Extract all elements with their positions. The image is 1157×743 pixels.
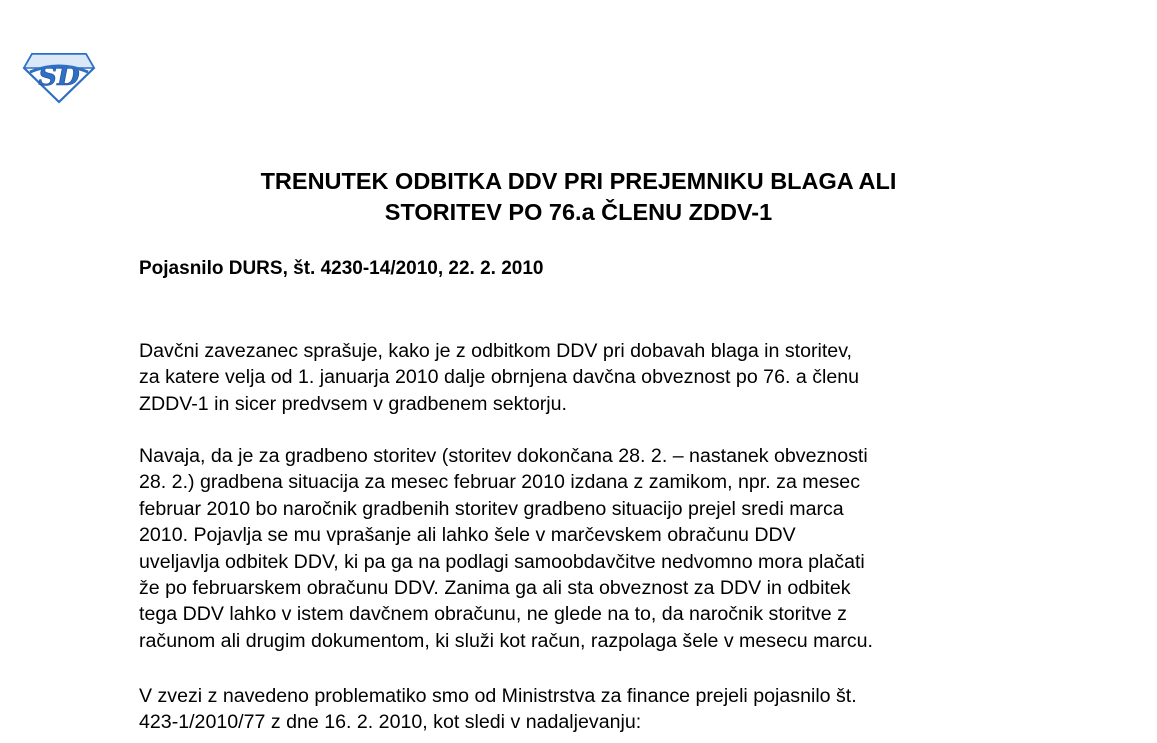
paragraph-line: tega DDV lahko v istem davčnem obračunu, ne glede na to, da naročnik storitve z [139,603,847,626]
paragraph-answer-intro [139,683,1020,736]
paragraph-question [139,338,1020,417]
paragraph-line: 28. 2.) gradbena situacija za mesec februar 2010 izdana z zamikom, npr. za mesec [139,471,860,494]
title-line-2: STORITEV PO 76.a ČLENU ZDDV-1 [384,199,773,225]
paragraph-line: Navaja, da je za gradbeno storitev (storitev dokončana 28. 2. – nastanek obveznosti [139,445,868,467]
paragraph-line: Davčni zavezanec sprašuje, kako je z odbitkom DDV pri dobavah blaga in storitev, [139,340,852,362]
paragraph-line: ZDDV-1 in sicer predvsem v gradbenem sektorju. [139,392,567,415]
document-title [120,166,1037,228]
title-line-1: TRENUTEK ODBITKA DDV PRI PREJEMNIKU BLAGA ALI [260,168,897,194]
paragraph-line: računom ali drugim dokumentom, ki služi kot račun, razpolaga šele v mesecu marcu. [139,629,873,652]
paragraph-line: 2010. Pojavlja se mu vprašanje ali lahko šele v marčevskem obračunu DDV [139,524,796,547]
document-subtitle: Pojasnilo DURS, št. 4230-14/2010, 22. 2. 2010 [139,258,544,279]
sd-shield-logo-icon [22,52,96,104]
paragraph-details [139,443,1020,654]
svg-text:SD: SD [38,62,80,92]
paragraph-line: februar 2010 bo naročnik gradbenih storitev gradbeno situacijo prejel sredi marca [139,497,844,520]
paragraph-line: 423-1/2010/77 z dne 16. 2. 2010, kot sledi v nadaljevanju: [139,711,642,734]
paragraph-line: uveljavlja odbitek DDV, ki pa ga na podlagi samoobdavčitve nedvomno mora plačati [139,550,865,573]
paragraph-line: za katere velja od 1. januarja 2010 dalje obrnjena davčna obveznost po 76. a členu [139,366,860,389]
paragraph-line: V zvezi z navedeno problematiko smo od Ministrstva za finance prejeli pojasnilo št. [139,685,857,707]
paragraph-line: že po februarskem obračunu DDV. Zanima ga ali sta obveznost za DDV in odbitek [139,577,851,600]
